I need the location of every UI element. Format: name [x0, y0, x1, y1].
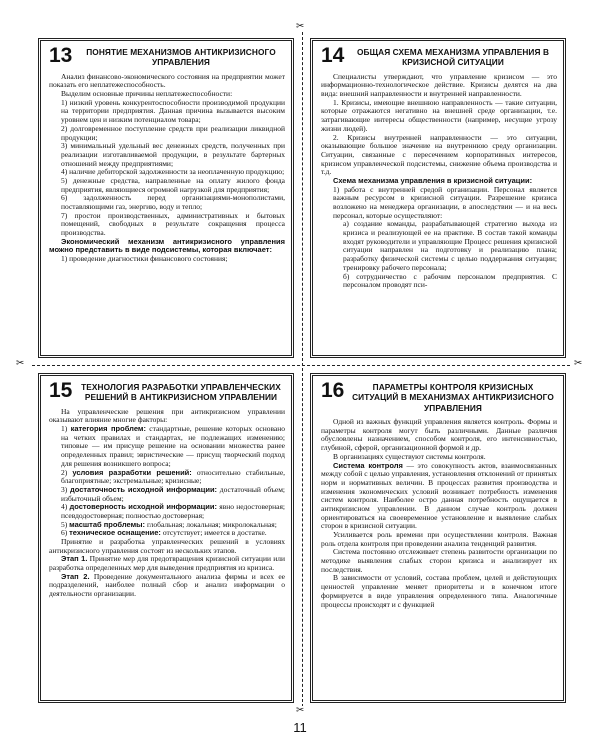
- list-item: 4) наличие дебиторской задолженности за неоплаченную продукцию;: [61, 167, 285, 177]
- term: Система контроля: [333, 460, 403, 470]
- paragraph: 1. Кризисы, имеющие внешнюю направленность — такие ситуации, которые отражаются негативно на внешней среде организации, т.е. затрагивающие интересы общественности (например, несущие угрозу жизни людей).: [321, 97, 557, 133]
- card-grid: [32, 32, 570, 712]
- sub-item: а) создание команды, разрабатывающей стратегию выхода из кризиса и реализующей ее на практике. В состав такой команды входят руководители и управляющие Процесс решения кризисной ситуации направлен на подготовку и реализацию плана; разработку физической системы с целью поддержания ситуации; тренировку рабочего персонала;: [343, 219, 557, 272]
- item-text: явно недостоверная; псевдодостоверная; полностью достоверная;: [61, 502, 286, 520]
- item-number: 1): [61, 424, 71, 434]
- item-term: достоверность исходной информации:: [69, 502, 218, 512]
- card-title: ПАРАМЕТРЫ КОНТРОЛЯ КРИЗИСНЫХ СИТУАЦИЙ В МЕХАНИЗМАХ АНТИКРИЗИСНОГО УПРАВЛЕНИЯ: [352, 382, 554, 413]
- item-term: техническое оснащение:: [69, 528, 161, 538]
- item-term: условия разработки решений:: [72, 467, 192, 477]
- horizontal-cut-line: [32, 365, 570, 366]
- card-body: [49, 408, 285, 599]
- card-number: 14: [321, 44, 345, 67]
- card-title: ТЕХНОЛОГИЯ РАЗРАБОТКИ УПРАВЛЕНЧЕСКИХ РЕШЕНИЙ В АНТИКРИЗИСНОМ УПРАВЛЕНИИ: [81, 382, 281, 403]
- stage-text: Проведение документального анализа фирмы и всех ее подразделений, наиболее полный сбор и анализ информации о деятельности организации.: [49, 571, 285, 599]
- card-number: 16: [321, 379, 345, 402]
- card-16: [310, 373, 566, 703]
- item-number: 5): [61, 519, 70, 529]
- item-text: достаточный объем; избыточный объем;: [61, 484, 286, 503]
- paragraph: [321, 462, 557, 532]
- card-13: [38, 38, 294, 358]
- card-body: [321, 418, 557, 609]
- paragraph: [49, 555, 285, 572]
- paragraph: Анализ финансово-экономического состояния на предприятии может показать его неплатежеспособность.: [49, 71, 285, 90]
- sub-item: б) сотрудничество с рабочим персоналом предприятия. С персоналом проводят пси-: [343, 271, 557, 290]
- card-number: 13: [49, 44, 73, 67]
- item-text: стандартные, решение которых основано на четких правилах и стандартах, не подлежащих изменению; типовые — им присуще решение на основании множества ранее определенных правил; эвристические — присущ творческий подход для решения возникшего вопроса;: [61, 424, 286, 468]
- paragraph: 2. Кризисы внутренней направленности — это ситуации, оказывающие большое значение на внутреннюю среду организации. Ситуации, связанные с пересечением корпоративных интересов, кризисом управленческой подсистемы, снижение объема производства и т.д.: [321, 132, 557, 177]
- bold-paragraph: Схема механизма управления в кризисной ситуации:: [333, 175, 533, 185]
- card-14: [310, 38, 566, 358]
- card-number: 15: [49, 379, 73, 402]
- list-item: 7) простои производственных, административных и бытовых помещений, свободных в результате сокращения процесса производства.: [61, 210, 285, 238]
- stage-text: Принятие мер для предотвращения кризисной ситуации или разработка определенных мер для выведения предприятия из кризиса.: [49, 554, 285, 573]
- scissors-icon: ✂: [574, 358, 583, 369]
- paragraph: [49, 573, 285, 599]
- paragraph: В организациях существуют системы контроля.: [333, 451, 486, 461]
- item-text: отсутствует; имеется в достатке.: [160, 528, 267, 538]
- paragraph: Специалисты утверждают, что управление кризисом — это информационно-технологическое действие. Кризисы делятся на два вида: внешний направленности и внутренней направленности.: [321, 71, 557, 99]
- list-item: 2) долговременное поступление средств при реализации ликвидной продукции;: [61, 123, 285, 142]
- scissors-icon: ✂: [296, 21, 305, 32]
- stage-label: Этап 2.: [61, 571, 90, 581]
- item-term: категория проблем:: [70, 424, 146, 434]
- paragraph: Система постоянно отслеживает степень развитости организации по методике выявления слабых сторон кризиса и анализирует их последствия.: [321, 547, 557, 574]
- item-text: относительно стабильные, благоприятные; экстремальные; кризисные;: [61, 467, 286, 486]
- card-body: [321, 73, 557, 290]
- paragraph: Усиливается роль времени при осуществлении контроля. Важная роль отдела контроля при проведении анализа тенденций развития.: [321, 530, 557, 548]
- item-term: достаточность исходной информации:: [69, 484, 218, 494]
- paragraph: В зависимости от условий, состава проблем, целей и действующих ценностей управление меняет приоритеты и в конечном итоге формируется в виде управления определенного типа. Аналогичные процессы происходят и с функцией: [321, 573, 557, 609]
- page-number: 11: [293, 720, 307, 735]
- item-number: 2): [61, 467, 73, 477]
- card-title: ОБЩАЯ СХЕМА МЕХАНИЗМА УПРАВЛЕНИЯ В КРИЗИСНОЙ СИТУАЦИИ: [356, 47, 550, 68]
- item-number: 6): [61, 528, 70, 538]
- list-item: [49, 486, 285, 503]
- vertical-cut-line: [302, 32, 303, 712]
- list-item: 1) низкий уровень конкурентоспособности производимой продукции на территории предприятия. Данная причина вызывается высоким уровнем цен и низким потенциалом товара;: [61, 97, 285, 125]
- list-item: 1) проведение диагностики финансового состояния;: [61, 254, 228, 264]
- paragraph: На управленческие решения при антикризисном управлении оказывают влияние многие факторы:: [49, 406, 285, 425]
- list-item: [49, 425, 285, 468]
- card-body: [49, 73, 285, 264]
- item-number: 4): [61, 502, 70, 512]
- definition: — это совокупность актов, взаимосвязанных между собой с целью управления, установления отклонений от принятых норм и нормативных величин. В процессах развития производства и изменения экономических условий возникает потребность изменения систем контроля. Наиболее остро данная потребность ощущается в антикризисном управлении. В данном случае контроль должен ориентироваться на своевременное установление и выявление слабых сторон в кризисной ситуации.: [321, 460, 557, 531]
- card-title: ПОНЯТИЕ МЕХАНИЗМОВ АНТИКРИЗИСНОГО УПРАВЛЕНИЯ: [86, 47, 276, 68]
- list-item: [49, 469, 285, 486]
- list-item: [49, 503, 285, 520]
- paragraph: Принятие и разработка управленческих решений в условиях антикризисного управления состоят из нескольких этапов.: [49, 537, 285, 555]
- list-item: 5) денежные средства, направленные на оплату жилого фонда предприятия, являющиеся огромной нагрузкой для предприятия;: [61, 175, 285, 194]
- card-15: [38, 373, 294, 703]
- scissors-icon: ✂: [16, 358, 25, 369]
- paragraph: Одной из важных функций управления является контроль. Формы и параметры контроля могут быть различными. Данные различия обусловлены назначением, способом контроля, его интенсивностью, глубиной, сферой, организационной формой и др.: [321, 417, 557, 453]
- list-item: 1) работа с внутренней средой организации. Персонал является важным ресурсом в кризисной ситуации. Разрешение кризиса возложено на менеджера организации, в апоследствии — и на весь персонал, которые осуществляют:: [333, 184, 557, 220]
- list-item: 6) задолженность перед организациями-монополистами, поставляющими газ, энергию, воду и тепло;: [61, 193, 285, 212]
- item-number: 3): [61, 484, 70, 494]
- list-item: 3) минимальный удельный вес денежных средств, полученных при реализации изготавливаемой продукции, в результате бартерных отношений между предприятиями;: [61, 141, 285, 168]
- scissors-icon: ✂: [296, 705, 305, 716]
- item-text: глобальная; локальная; микролокальная;: [145, 519, 277, 529]
- item-term: масштаб проблемы:: [69, 519, 146, 529]
- paragraph: Выделим основные причины неплатежеспособности:: [61, 89, 233, 99]
- bold-paragraph: Экономический механизм антикризисного управления можно представить в виде подсистемы, которая включает:: [49, 236, 285, 255]
- stage-label: Этап 1.: [61, 554, 88, 564]
